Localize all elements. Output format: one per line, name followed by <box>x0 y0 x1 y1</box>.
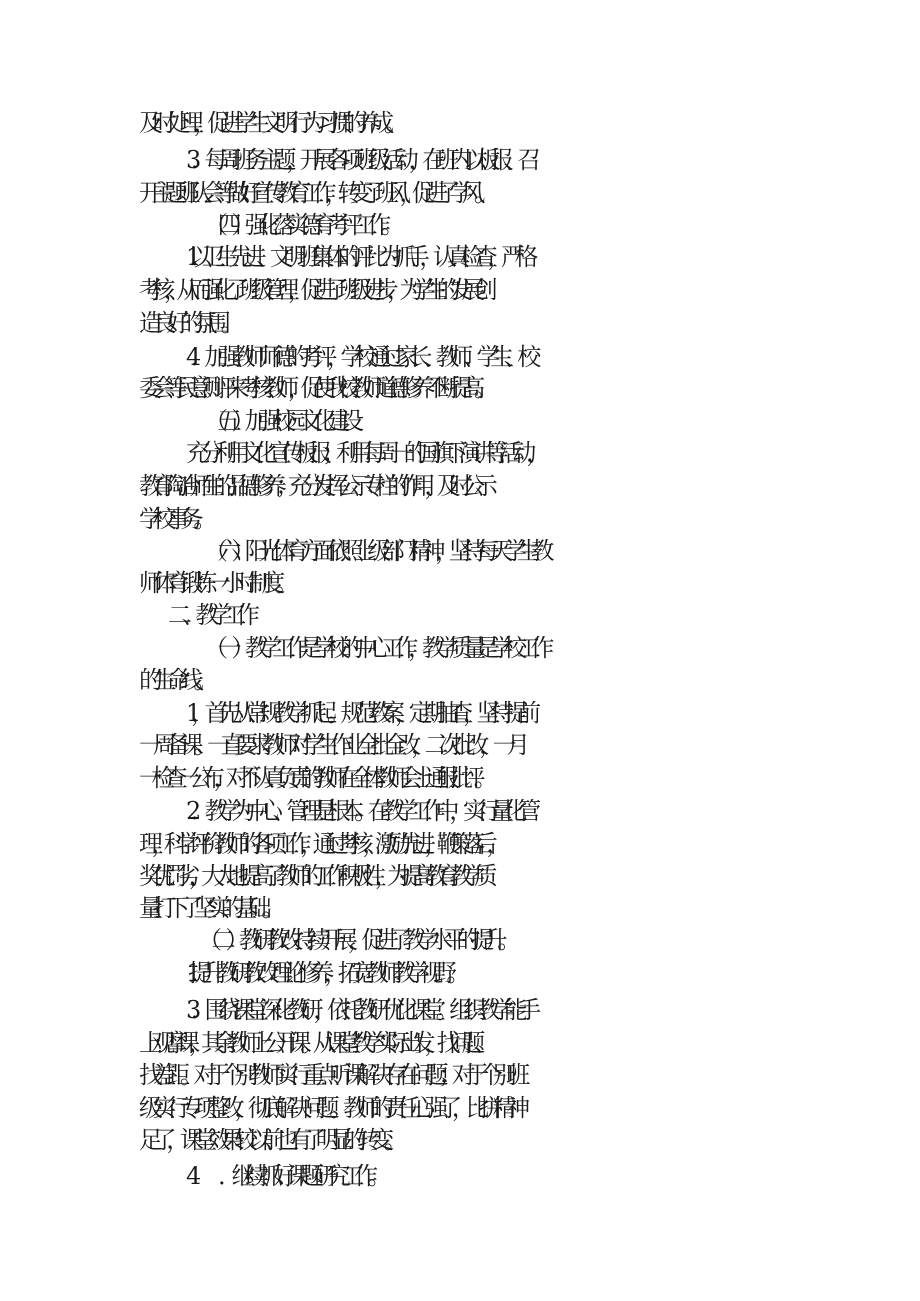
text-line: 造良好的氛围。 <box>139 309 235 337</box>
text-line: 委会等民意测评来考核教师，促使我校教师道德修养不断提高。 <box>139 374 487 402</box>
text-line: 及时处理，促进学生文明行为习惯的养成。 <box>139 109 398 137</box>
text-line: 考核，从而强化了班级管理，促进了班级进步，为学生的发展创 <box>139 276 487 304</box>
section-heading: （六）阳光体育方面依照上级部门精神，坚持每天学生教 <box>204 537 544 565</box>
text-line: 师体育锻炼一小时制度。 <box>139 569 289 597</box>
text-line: 充分利用文化宣传板报；利用每周一的国旗下演讲等活动， <box>186 439 540 467</box>
text-line: 1，首先从常规教学抓起。规范教案，定期抽查，坚持提前 <box>186 699 531 727</box>
text-line: 4．加强教师师德的考评，学校通过家长、教师、学生、校 <box>186 343 531 371</box>
text-line: 3．每周班务主题，开展各项班级活动，在班内以板报、召 <box>186 146 531 174</box>
text-line: 量打下了坚实的基础。 <box>139 894 275 922</box>
section-heading: 二、教学工作 <box>168 601 250 629</box>
section-heading: （四）强化落实德育考评工作。 <box>204 211 395 239</box>
text-line: 2．教学为中心、管理是根本。在教学工作中，实行量化管 <box>186 797 531 825</box>
text-line: 1.提升教研教改理论修养，拓宽教师教学视野。 <box>186 959 461 987</box>
text-line: 一周备课。一直要求教师对学生作业全批全改，二次批改，一月 <box>139 731 520 759</box>
text-line: 级实行专项整改，彻底解决问题。教师的责任心强了，比拼精神 <box>139 1094 520 1122</box>
text-line: 开主题班队会等做好宣传教育工作，转变了班风，促进了学风。 <box>139 179 487 207</box>
section-heading: （五）加强校园文化建设 <box>204 407 354 435</box>
text-line: 理，科学评价教师的各项工作，通过考核，激励先进，鞭策落后， <box>139 830 499 858</box>
text-line: 3．围绕课堂深化教研，依托教研优化课堂。组织教学能手 <box>186 996 531 1024</box>
text-line: 一检查一公布，对不认真负责的教师在全体教师会上通报批评。 <box>139 764 487 792</box>
text-line: 奖优罚劣，大大地提高了教师的工作积极性，为提高教育教学质 <box>139 862 487 890</box>
text-line: 4 ．继续抓好课题研究工作。 <box>186 1162 382 1190</box>
text-line: 1.以卫生先进、文明班集体的评比为抓手，认真检查，严格 <box>186 243 529 271</box>
text-line: 找差距。对于个别教师实行重点听课解决存在问题；对于个别班 <box>139 1061 520 1089</box>
text-line: 足了，课堂效果较以前也有了明显的转变。 <box>139 1126 398 1154</box>
section-heading: （一）教学工作是学校的中心工作，教学质量是学校工作 <box>204 634 544 662</box>
section-heading: （二）教研教改持续开展，促进了教学水平的提升。 <box>198 926 511 954</box>
text-line: 上观摩课，其余教师上公开课。从课堂教学实际出发，找问题、 <box>139 1029 487 1057</box>
text-line: 的生命线。 <box>139 666 207 694</box>
text-line: 学校事务。 <box>139 505 207 533</box>
text-line: 教育陶冶师生的品德修养；充分发挥公示专栏的作用，及时公示 <box>139 472 487 500</box>
